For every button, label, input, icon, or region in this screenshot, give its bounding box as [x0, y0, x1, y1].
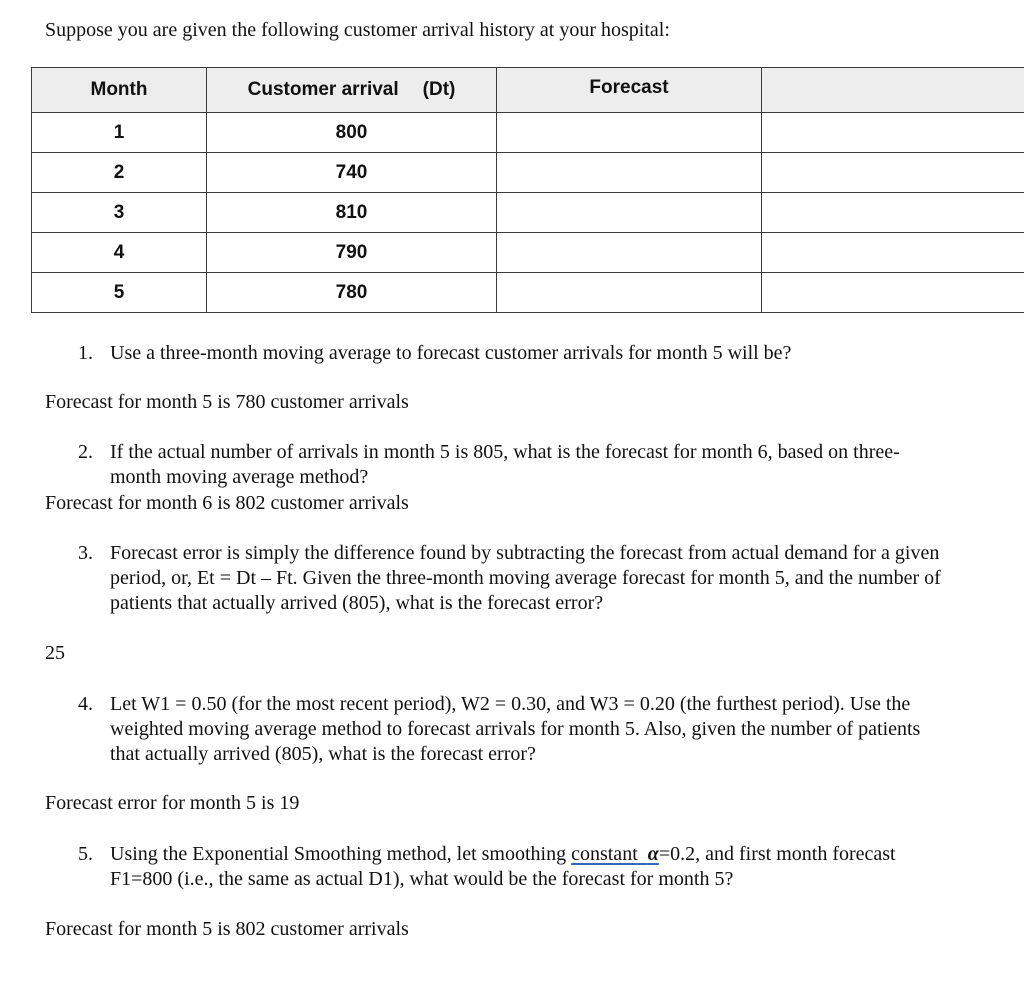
cell-month: 4 [32, 233, 207, 273]
question-1 [78, 341, 791, 366]
table-row [32, 153, 1024, 193]
answer-4: Forecast error for month 5 is 19 [45, 792, 300, 814]
answer-1: Forecast for month 5 is 780 customer arrivals [45, 391, 409, 413]
cell-extra [762, 193, 1024, 233]
answer-3: 25 [45, 642, 65, 664]
question-3 [78, 541, 941, 616]
question-number: 2. [78, 441, 93, 463]
header-arrival-label: Customer arrival [247, 79, 399, 100]
cell-month: 3 [32, 193, 207, 233]
cell-extra [762, 233, 1024, 273]
cell-arrival: 810 [207, 193, 497, 233]
question-line: that actually arrived (805), what is the forecast error? [110, 743, 536, 765]
cell-extra [762, 153, 1024, 193]
question-text [110, 692, 920, 767]
answer-5: Forecast for month 5 is 802 customer arrivals [45, 918, 409, 940]
question-line: period, or, Et = Dt – Ft. Given the three-month moving average forecast for month 5, and the number of [110, 567, 941, 589]
cell-forecast [497, 193, 762, 233]
question-line: patients that actually arrived (805), what is the forecast error? [110, 592, 604, 614]
question-line: month moving average method? [110, 466, 369, 488]
cell-forecast [497, 233, 762, 273]
cell-extra [762, 273, 1024, 313]
constant-word: constant [571, 843, 638, 865]
question-line-suffix: =0.2, and first month forecast [658, 843, 896, 865]
question-text [110, 842, 896, 892]
cell-arrival: 740 [207, 153, 497, 193]
underlined-constant [571, 843, 659, 865]
alpha-symbol: α [647, 843, 659, 865]
cell-forecast [497, 113, 762, 153]
cell-forecast [497, 153, 762, 193]
table-row [32, 193, 1024, 233]
cell-month: 1 [32, 113, 207, 153]
question-line: Let W1 = 0.50 (for the most recent period), W2 = 0.30, and W3 = 0.20 (the furthest period). Use the [110, 693, 911, 715]
question-number: 1. [78, 342, 93, 364]
question-number: 5. [78, 843, 93, 865]
header-arrival-suffix: (Dt) [422, 79, 456, 100]
cell-extra [762, 113, 1024, 153]
question-line: Forecast error is simply the difference found by subtracting the forecast from actual demand for a given [110, 542, 940, 564]
question-line-prefix: Using the Exponential Smoothing method, let smoothing [110, 843, 572, 865]
question-2 [78, 440, 900, 490]
question-line: weighted moving average method to forecast arrivals for month 5. Also, given the number of patients [110, 718, 921, 740]
question-number: 3. [78, 542, 93, 564]
question-text [110, 541, 941, 616]
question-4 [78, 692, 920, 767]
question-text: Use a three-month moving average to forecast customer arrivals for month 5 will be? [110, 342, 792, 364]
arrival-table [31, 67, 1024, 313]
header-extra [762, 68, 1024, 113]
question-line: F1=800 (i.e., the same as actual D1), what would be the forecast for month 5? [110, 868, 734, 890]
table-row [32, 273, 1024, 313]
question-number: 4. [78, 693, 93, 715]
intro-text: Suppose you are given the following customer arrival history at your hospital: [45, 19, 670, 41]
answer-2: Forecast for month 6 is 802 customer arrivals [45, 492, 409, 514]
cell-arrival: 790 [207, 233, 497, 273]
cell-forecast [497, 273, 762, 313]
header-month: Month [32, 68, 207, 113]
question-text [110, 440, 900, 490]
header-forecast: Forecast [497, 68, 762, 113]
cell-month: 5 [32, 273, 207, 313]
cell-arrival: 800 [207, 113, 497, 153]
table-row [32, 233, 1024, 273]
cell-month: 2 [32, 153, 207, 193]
header-customer-arrival [207, 68, 497, 113]
question-line: If the actual number of arrivals in month 5 is 805, what is the forecast for month 6, based on three- [110, 441, 900, 463]
table-row [32, 113, 1024, 153]
cell-arrival: 780 [207, 273, 497, 313]
table-header-row [32, 68, 1024, 113]
question-5 [78, 842, 896, 892]
